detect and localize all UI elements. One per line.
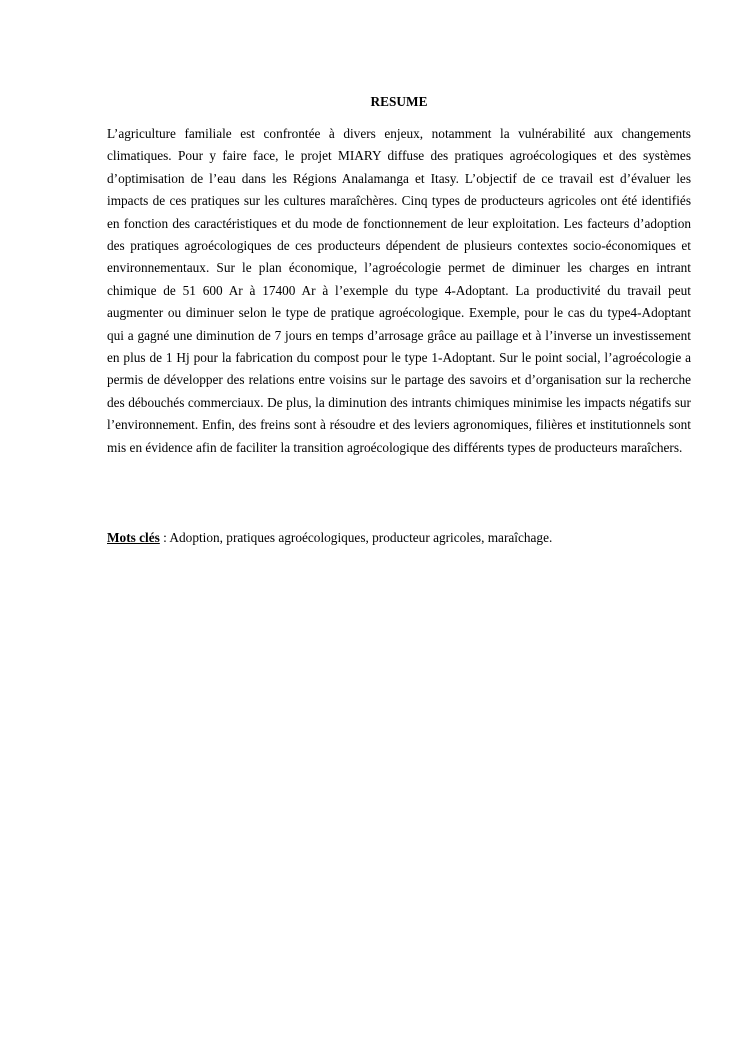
keywords-line [107,528,691,548]
page-title: RESUME [370,94,428,109]
keywords-label: Mots clés [107,530,160,545]
keywords-text: Adoption, pratiques agroécologiques, producteur agricoles, maraîchage. [169,530,553,545]
keywords-separator: : [159,530,170,545]
abstract-paragraph: L’agriculture familiale est confrontée à divers enjeux, notamment la vulnérabilité aux changements climatiques. Pour y faire face, le projet MIARY diffuse des pratiques agroécologiques et des systèmes d’optimisation de l’eau dans les Régions Analamanga et Itasy. L’objectif de ce travail est d’évaluer les impacts de ces pratiques sur les cultures maraîchères. Cinq types de producteurs agricoles ont été identifiés en fonction des caractéristiques et du mode de fonctionnement de leur exploitation. Les facteurs d’adoption des pratiques agroécologiques de ces producteurs dépendent de plusieurs contextes socio-économiques et environnementaux. Sur le plan économique, l’agroécologie permet de diminuer les charges en intrant chimique de 51 600 Ar à 17400 Ar à l’exemple du type 4-Adoptant. La productivité du travail peut augmenter ou diminuer selon le type de pratique agroécologique. Exemple, pour le cas du type4-Adoptant qui a gagné une diminution de 7 jours en temps d’arrosage grâce au paillage et à l’inverse un investissement en plus de 1 Hj pour la fabrication du compost pour le type 1-Adoptant. Sur le point social, l’agroécologie a permis de développer des relations entre voisins sur le partage des savoirs et d’organisation sur la recherche des débouchés commerciaux. De plus, la diminution des intrants chimiques minimise les impacts négatifs sur l’environnement. Enfin, des freins sont à résoudre et des leviers agronomiques, filières et institutionnels sont mis en évidence afin de faciliter la transition agroécologique des différents types de producteurs maraîchers. [107,126,691,455]
